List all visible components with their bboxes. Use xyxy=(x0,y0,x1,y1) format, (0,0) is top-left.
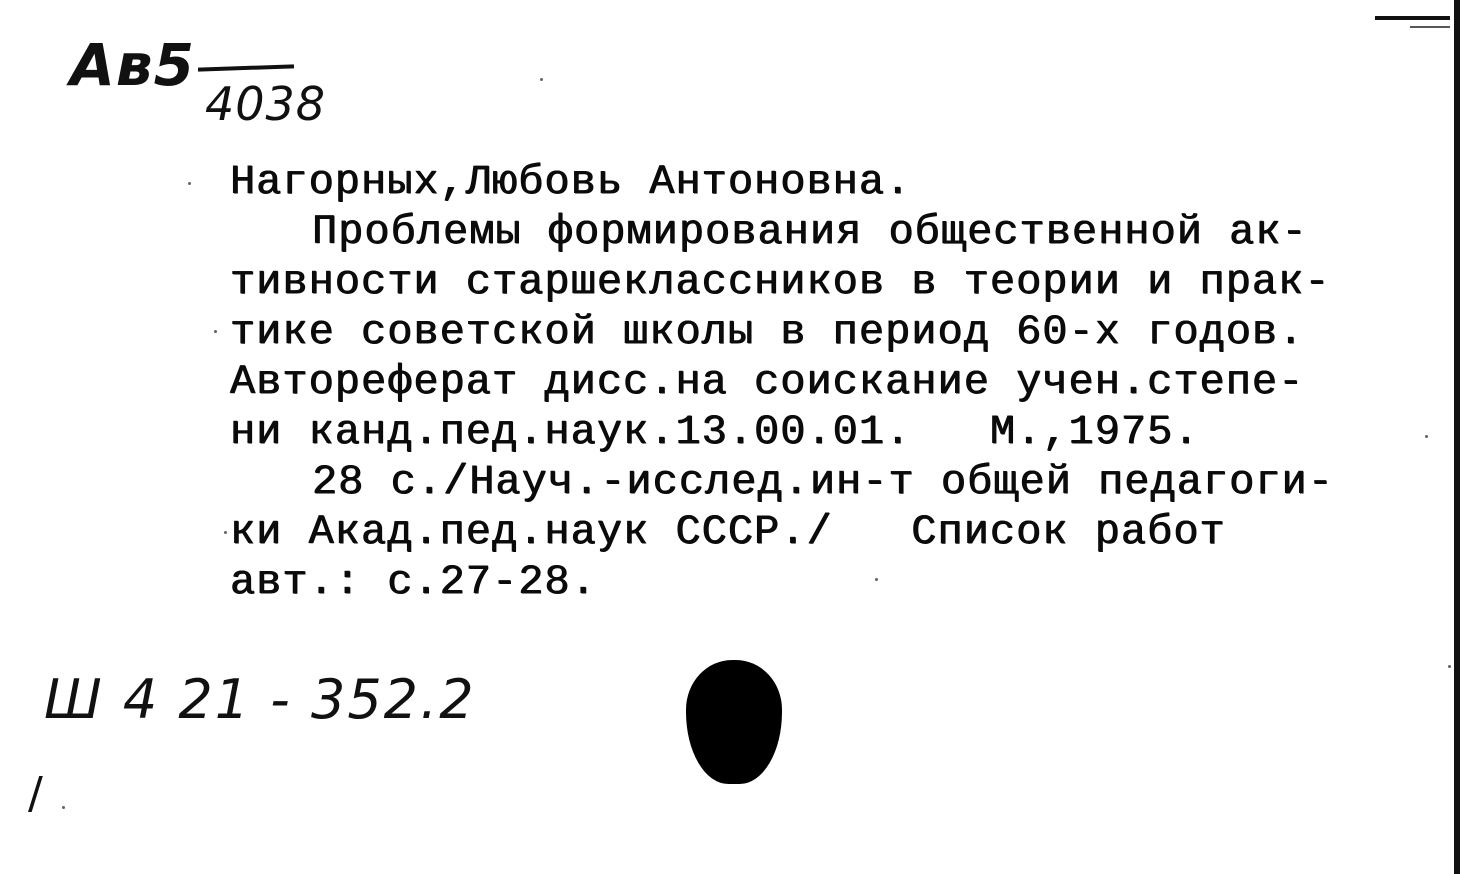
record-title-line: тике советской школы в период 60-х годов. xyxy=(230,308,1305,356)
scan-speck xyxy=(540,78,543,81)
shelf-mark-divider xyxy=(198,64,294,71)
scan-speck xyxy=(188,182,191,185)
edge-mark xyxy=(1410,26,1450,28)
shelf-mark-top: Ав5 xyxy=(70,31,195,99)
scan-speck xyxy=(214,330,217,333)
scan-speck xyxy=(1448,665,1451,668)
record-title-line: Автореферат дисс.на соискание учен.степе- xyxy=(230,358,1305,406)
call-number: Ш 4 21 - 352.2 xyxy=(44,668,476,731)
record-author: Нагорных,Любовь Антоновна. xyxy=(230,158,912,206)
record-pages-line: 28 с./Науч.-исслед.ин-т общей педагоги- xyxy=(312,458,1334,506)
record-publication-line: ни канд.пед.наук.13.00.01. М.,1975. xyxy=(230,408,1200,456)
record-title-line: Проблемы формирования общественной ак- xyxy=(312,208,1308,256)
edge-mark xyxy=(1375,16,1450,20)
record-note-line: авт.: с.27-28. xyxy=(230,558,597,606)
punch-hole xyxy=(686,660,782,784)
stray-mark: / xyxy=(28,768,44,819)
record-title-line: тивности старшеклассников в теории и прак- xyxy=(230,258,1331,306)
scan-speck xyxy=(875,578,878,581)
bibliographic-record xyxy=(230,157,1430,607)
scan-edge xyxy=(1454,0,1460,874)
scan-speck xyxy=(1425,435,1428,438)
record-publisher-line: ки Акад.пед.наук СССР./ Список работ xyxy=(230,508,1226,556)
scan-speck xyxy=(62,806,65,809)
scan-speck xyxy=(224,531,227,534)
shelf-mark-bottom: 4038 xyxy=(205,77,327,131)
